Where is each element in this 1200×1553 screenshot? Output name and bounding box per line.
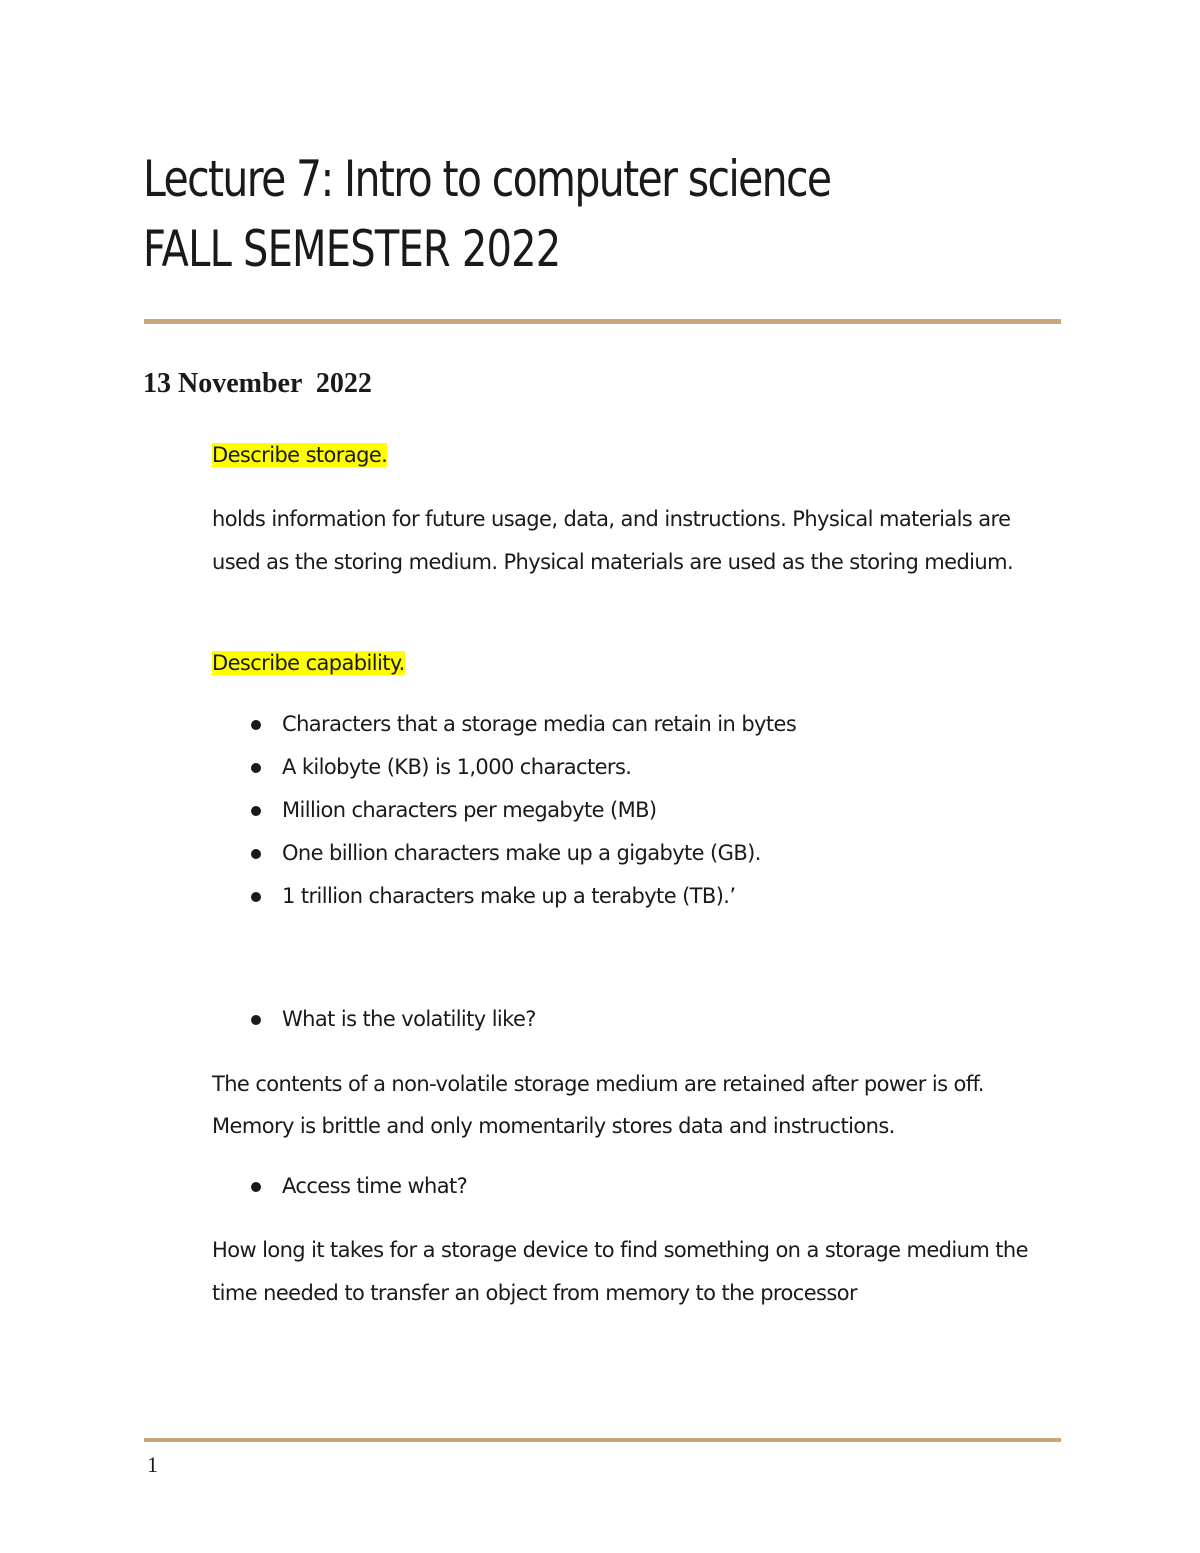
list-item: [212, 751, 796, 794]
volatility-list: [212, 1003, 536, 1046]
bullet-icon: [251, 1182, 261, 1192]
list-item: [212, 1170, 467, 1213]
bullet-icon: [251, 720, 261, 730]
capability-question: [212, 647, 1062, 679]
access-question: Access time what?: [282, 1174, 468, 1198]
bullet-icon: [251, 892, 261, 902]
lecture-date: 13 November 2022: [143, 368, 372, 399]
bullet-icon: [251, 763, 261, 773]
list-item: [212, 794, 796, 837]
capability-list: [212, 708, 796, 923]
access-answer: How long it takes for a storage device to find something on a storage medium the time needed to transfer an object from memory to the processor: [212, 1238, 1028, 1305]
bullet-icon: [251, 806, 261, 816]
list-item: [212, 837, 796, 880]
bullet-icon: [251, 1015, 261, 1025]
footer-divider: [144, 1438, 1061, 1442]
list-item-text: Characters that a storage media can retain in bytes: [282, 712, 797, 736]
list-item: [212, 880, 796, 923]
storage-question: [212, 439, 1062, 471]
bullet-icon: [251, 849, 261, 859]
volatility-question: What is the volatility like?: [282, 1007, 536, 1031]
storage-answer: holds information for future usage, data, and instructions. Physical materials are used as the storing medium. Physical materials are used as the storing medium.: [212, 507, 1014, 574]
access-list: [212, 1170, 467, 1213]
volatility-answer: The contents of a non-volatile storage medium are retained after power is off. Memory is brittle and only momentarily stores data and instructions.: [212, 1072, 984, 1138]
document-subtitle: FALL SEMESTER 2022: [143, 220, 561, 278]
list-item-text: Million characters per megabyte (MB): [282, 798, 657, 822]
list-item: [212, 1003, 536, 1046]
capability-question-highlight: Describe capability.: [212, 651, 405, 675]
header-divider: [144, 319, 1061, 324]
list-item-text: 1 trillion characters make up a terabyte (TB).’: [282, 884, 736, 908]
storage-question-highlight: Describe storage.: [212, 443, 388, 467]
list-item-text: One billion characters make up a gigabyte (GB).: [282, 841, 761, 865]
list-item: [212, 708, 796, 751]
document-title: Lecture 7: Intro to computer science: [143, 150, 831, 208]
page-number: 1: [147, 1452, 158, 1477]
list-item-text: A kilobyte (KB) is 1,000 characters.: [282, 755, 632, 779]
